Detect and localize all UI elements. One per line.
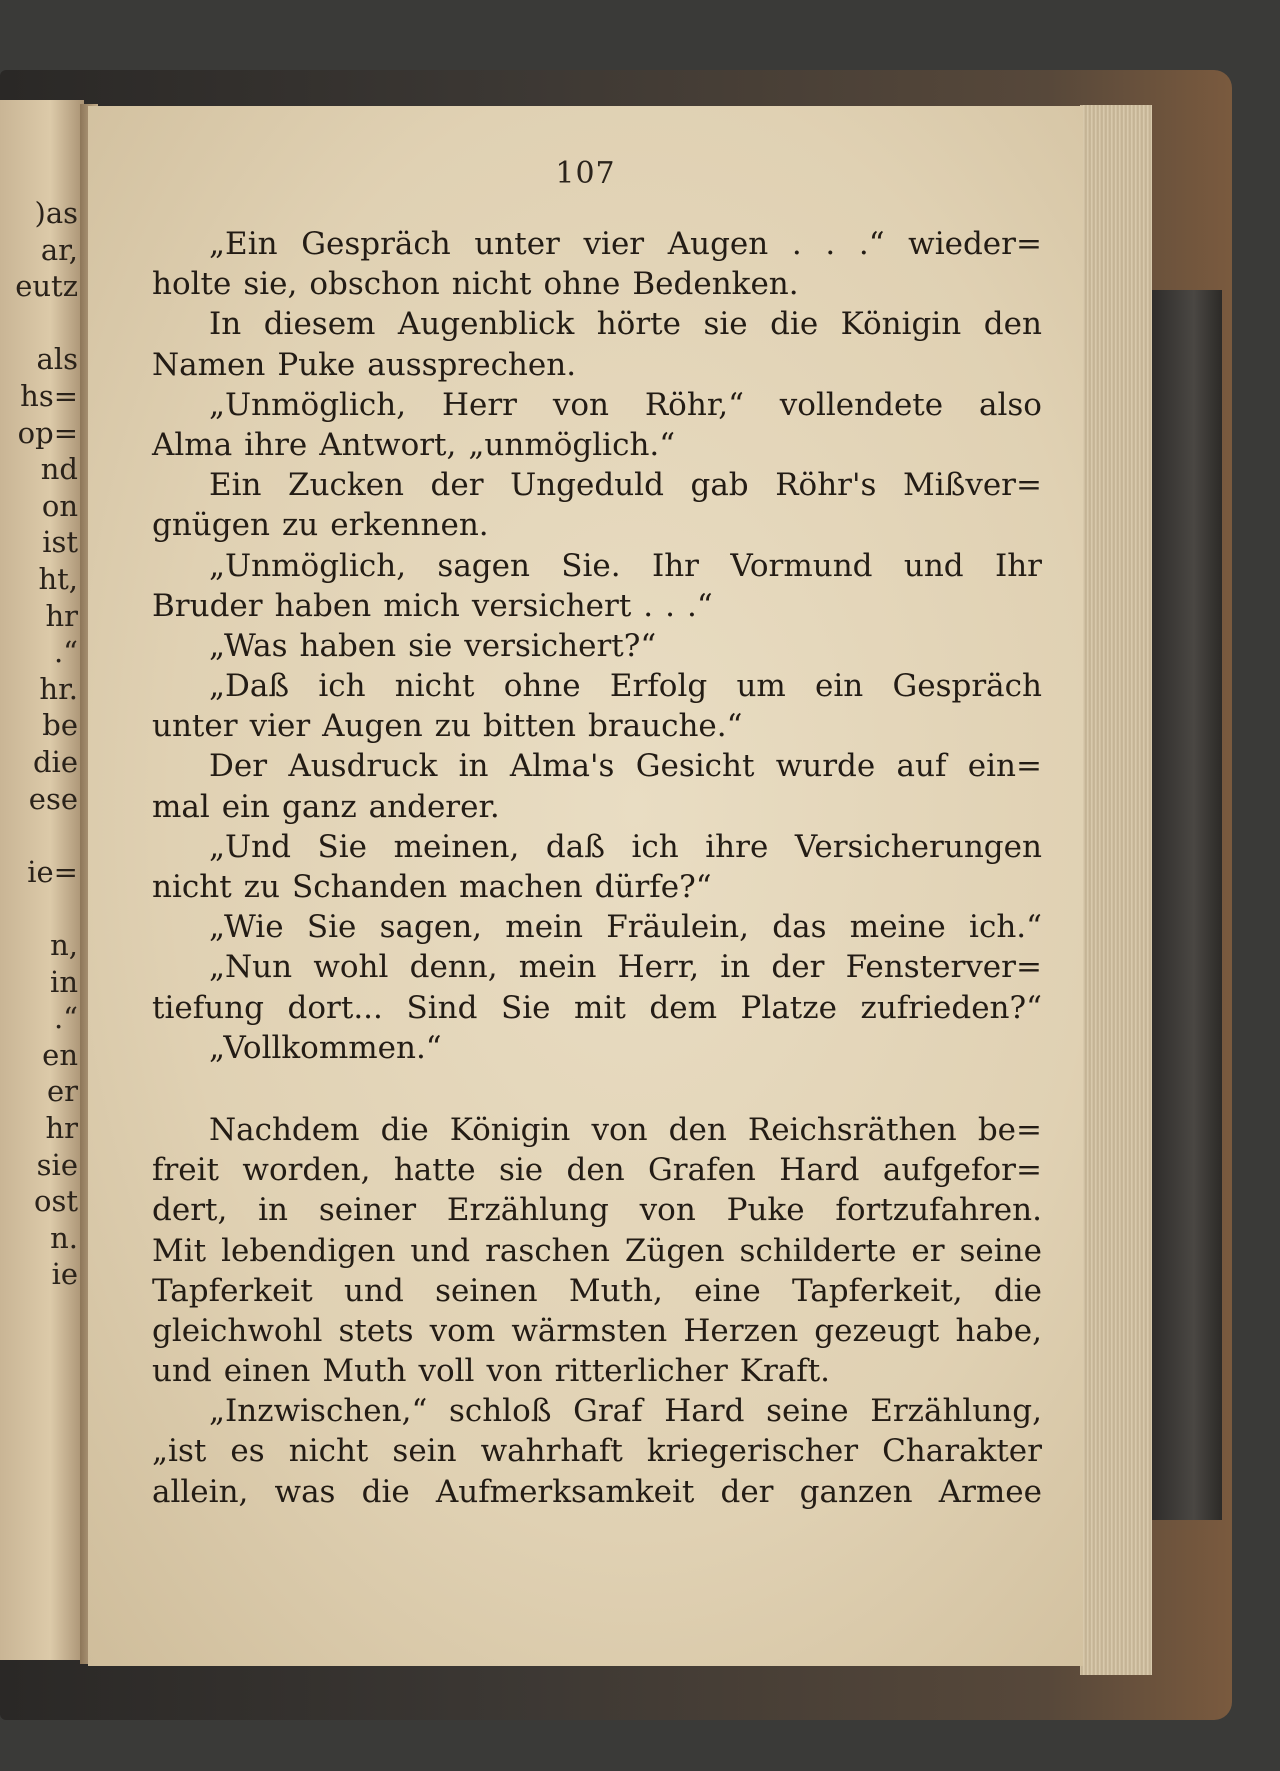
word: sein — [392, 1433, 457, 1470]
word: der — [771, 949, 825, 986]
word: ein= — [967, 748, 1042, 785]
page-number: 107 — [555, 156, 616, 191]
word: in — [720, 949, 751, 986]
word: sagen, — [379, 909, 483, 946]
text-line — [152, 546, 1042, 586]
word: hörte — [596, 306, 681, 343]
text-line — [152, 586, 1042, 626]
word: die — [380, 1111, 429, 1148]
word: Alma's — [509, 748, 615, 785]
word: wieder= — [908, 226, 1042, 262]
word: schloß — [448, 1393, 552, 1430]
text-line — [152, 1271, 1042, 1311]
word: mich — [383, 587, 460, 624]
word: dert, — [152, 1192, 228, 1229]
word: vollendete — [779, 386, 944, 423]
word: worden, — [242, 1152, 371, 1189]
word: allein, — [152, 1473, 249, 1510]
text-line — [152, 1351, 1042, 1391]
left-page-fragment: n. — [50, 1220, 78, 1255]
word: Röhr's — [775, 467, 877, 504]
word: Antwort, — [319, 426, 457, 463]
word: Puke — [726, 1192, 805, 1229]
word: „Vollkommen.“ — [209, 1029, 442, 1066]
word: Sie — [317, 828, 368, 865]
word: schilderte — [739, 1232, 897, 1269]
word: Königin — [449, 1111, 571, 1148]
word: Charakter — [882, 1433, 1042, 1470]
word: Herzen — [683, 1312, 799, 1349]
word: ohne — [503, 668, 581, 705]
word: ich — [631, 828, 679, 865]
word: was — [274, 1473, 336, 1510]
text-line — [152, 1472, 1042, 1512]
word: „Ein — [209, 226, 278, 262]
word: „unmöglich.“ — [468, 426, 676, 463]
word: Bedenken. — [632, 266, 799, 303]
word: vier — [249, 708, 311, 745]
word: dürfe?“ — [594, 869, 712, 905]
word: Augen — [322, 708, 423, 745]
word: voll — [418, 1353, 475, 1390]
word: ein — [221, 788, 271, 825]
word: zu — [243, 869, 280, 905]
word: ganz — [282, 788, 357, 825]
word: Puke — [277, 346, 356, 383]
word: Nachdem — [209, 1111, 360, 1148]
text-line — [152, 345, 1042, 385]
text-line — [152, 224, 1042, 264]
text-line — [152, 626, 1042, 666]
word: . — [643, 587, 654, 624]
left-page-fragment: in — [50, 964, 78, 999]
word: er — [911, 1232, 945, 1269]
word: Reichsräthen — [747, 1111, 957, 1148]
cover-spine-edge — [1152, 290, 1222, 1520]
word: Gespräch — [892, 668, 1042, 705]
word: Ausdruck — [288, 748, 438, 785]
word: Sie — [500, 989, 551, 1026]
word: lebendigen — [221, 1232, 396, 1269]
word: ihre — [705, 828, 769, 865]
word: „Unmöglich, — [209, 547, 407, 584]
word: denn, — [409, 949, 498, 986]
word: seine — [959, 1232, 1042, 1269]
word: zufrieden?“ — [860, 989, 1042, 1026]
word: also — [978, 386, 1042, 423]
word: „Daß — [209, 668, 290, 705]
word: Graf — [573, 1393, 643, 1430]
text-line — [152, 988, 1042, 1028]
word: wahrhaft — [480, 1433, 623, 1470]
word: ein — [815, 668, 864, 705]
word: Muth, — [568, 1272, 663, 1309]
word: nicht — [451, 266, 532, 303]
left-page-fragment: die — [32, 745, 78, 779]
left-page-fragment: hs= — [20, 379, 78, 413]
word: „ist — [152, 1433, 207, 1470]
text-line — [152, 1150, 1042, 1190]
word: ich.“ — [969, 909, 1042, 946]
word: die — [361, 1473, 410, 1510]
word: Ein — [209, 467, 262, 504]
word: sie — [703, 306, 748, 343]
text-line — [152, 1190, 1042, 1230]
body-text — [152, 224, 1042, 1512]
text-line — [152, 1028, 1042, 1068]
word: tiefung — [152, 989, 264, 1026]
text-line — [152, 264, 1042, 304]
word: Sie — [306, 909, 357, 946]
word: Mißver= — [902, 467, 1042, 504]
text-line — [152, 907, 1042, 947]
word: und — [152, 1353, 212, 1390]
text-line — [152, 304, 1042, 344]
word: „Nun — [209, 949, 293, 986]
word: mal — [152, 788, 210, 825]
text-line — [152, 425, 1042, 465]
word: Augen — [667, 226, 769, 262]
word: „Was — [209, 627, 288, 664]
text-line — [152, 385, 1042, 425]
word: um — [736, 668, 786, 705]
word: der — [430, 467, 484, 504]
word: von — [552, 386, 609, 423]
word: „Unmöglich, — [209, 386, 407, 423]
text-line — [152, 1231, 1042, 1271]
word: Armee — [938, 1473, 1042, 1510]
word: . — [665, 587, 675, 624]
left-page-fragment: als — [36, 342, 78, 377]
word: gleichwohl — [152, 1312, 323, 1349]
word: Vormund — [730, 547, 873, 584]
word: Versicherungen — [794, 828, 1042, 865]
left-page-fragment: ie= — [27, 854, 78, 889]
word: obschon — [309, 266, 440, 303]
word: Der — [209, 748, 268, 785]
left-page-fragment: op= — [17, 415, 78, 450]
right-page — [88, 106, 1083, 1666]
word: machen — [459, 869, 583, 905]
left-page-fragment: nd — [40, 452, 78, 487]
word: Gesicht — [635, 748, 755, 785]
word: ihre — [244, 426, 308, 463]
word: „Inzwischen,“ — [209, 1393, 428, 1430]
word: ich — [318, 668, 366, 705]
word: .“ — [858, 226, 885, 262]
word: vier — [583, 226, 645, 262]
left-page-fragment: hr. — [39, 671, 78, 706]
word: von — [591, 1111, 648, 1148]
word: . — [791, 226, 802, 262]
word: in — [458, 748, 489, 785]
word: haben — [274, 587, 372, 624]
word: holte — [152, 266, 232, 303]
left-page-fragment: er — [46, 1074, 78, 1109]
word: die — [993, 1272, 1042, 1309]
word: fortzufahren. — [835, 1192, 1042, 1229]
text-line — [152, 787, 1042, 827]
word: aufgefor= — [882, 1152, 1042, 1189]
word: Erzählung, — [870, 1393, 1042, 1430]
word: versichert?“ — [464, 627, 657, 664]
word: Ungeduld — [510, 467, 664, 504]
text-line — [152, 505, 1042, 545]
word: wurde — [775, 748, 876, 785]
word: diesem — [263, 306, 376, 343]
text-line — [152, 666, 1042, 706]
word: das — [772, 909, 827, 946]
text-line — [152, 827, 1042, 867]
text-line — [152, 1431, 1042, 1471]
text-line — [152, 1311, 1042, 1351]
word: mein — [505, 909, 583, 946]
word: Ihr — [651, 547, 699, 584]
word: dem — [649, 989, 717, 1026]
word: nicht — [152, 869, 232, 905]
word: meine — [849, 909, 946, 946]
word: Erfolg — [609, 668, 708, 705]
word: den — [668, 1111, 727, 1148]
word: „Wie — [209, 909, 284, 946]
word: Gespräch — [301, 226, 451, 262]
word: Tapferkeit, — [791, 1272, 963, 1309]
text-line — [152, 867, 1042, 907]
word: Fräulein, — [606, 909, 749, 946]
left-page-fragment: n, — [50, 928, 78, 962]
word: gab — [690, 467, 749, 504]
word: „Und — [209, 828, 291, 865]
left-page-fragment: .“ — [53, 635, 78, 670]
word: Zügen — [624, 1232, 725, 1269]
word: von — [486, 1353, 543, 1390]
word: ritterlicher — [554, 1353, 728, 1390]
word: und — [903, 547, 964, 584]
word: Königin — [840, 306, 962, 343]
word: Sind — [406, 989, 478, 1026]
word: die — [770, 306, 819, 343]
word: ganzen — [799, 1473, 913, 1510]
word: Aufmerksamkeit — [435, 1473, 695, 1510]
left-page-fragment: ese — [28, 781, 78, 816]
text-line — [152, 1391, 1042, 1431]
word: seine — [766, 1393, 849, 1430]
left-page-fragment: .“ — [53, 1001, 78, 1036]
word: dort... — [287, 989, 383, 1026]
word: Ihr — [994, 547, 1042, 584]
text-line — [152, 1110, 1042, 1150]
word: sie — [408, 627, 453, 664]
word: gezeugt — [814, 1312, 940, 1349]
word: versichert — [471, 587, 632, 624]
left-page-fragment: ie — [51, 1257, 78, 1292]
word: sagen — [437, 547, 530, 584]
word: der — [720, 1473, 774, 1510]
left-page-fragment: on — [41, 488, 78, 523]
word: Herr — [441, 386, 517, 423]
text-line — [152, 706, 1042, 746]
left-page-fragment: en — [42, 1037, 78, 1072]
left-page-fragment: ar, — [40, 232, 78, 267]
word: Röhr,“ — [644, 386, 744, 423]
left-page-fragment: hr — [45, 598, 78, 633]
word: Grafen — [648, 1152, 756, 1189]
left-page-fragment: ist — [42, 525, 78, 560]
left-page-fragment: be — [42, 708, 78, 743]
word: Schanden — [291, 869, 448, 905]
word: anderer. — [368, 788, 500, 825]
word: freit — [152, 1152, 220, 1189]
page-block-edge — [1080, 105, 1152, 1675]
word: Platze — [740, 989, 837, 1026]
word: habe, — [955, 1312, 1042, 1349]
word: unter — [152, 708, 238, 745]
word: Hard — [664, 1393, 745, 1430]
word: zu — [434, 708, 471, 745]
left-page-fragment: hr — [45, 1111, 78, 1145]
word: Mit — [152, 1232, 207, 1269]
word: mit — [574, 989, 626, 1026]
word: in — [258, 1192, 289, 1229]
word: unter — [474, 226, 560, 262]
left-page-fragment: ht, — [38, 562, 78, 596]
word: brauche.“ — [587, 708, 743, 745]
word: Tapferkeit — [152, 1272, 313, 1309]
word: den — [566, 1152, 625, 1189]
left-page-fragment: ost — [34, 1184, 78, 1219]
word: Zucken — [288, 467, 405, 504]
word: Erzählung — [446, 1192, 609, 1229]
word: be= — [977, 1111, 1042, 1148]
word: Alma — [152, 426, 233, 463]
word: Augenblick — [397, 306, 575, 343]
word: ohne — [543, 266, 621, 303]
word: von — [639, 1192, 696, 1229]
word: bitten — [482, 708, 576, 745]
word: Sie. — [561, 547, 621, 584]
word: Hard — [779, 1152, 860, 1189]
word: sie, — [243, 266, 298, 303]
word: auf — [896, 748, 947, 785]
word: und — [410, 1232, 471, 1269]
word: daß — [545, 828, 605, 865]
word: mein — [518, 949, 597, 986]
word: eine — [694, 1272, 761, 1309]
word: zu — [281, 507, 319, 544]
word: raschen — [485, 1232, 610, 1269]
word: und — [344, 1272, 404, 1309]
word: .“ — [687, 587, 713, 624]
word: haben — [299, 627, 397, 664]
word: Namen — [152, 346, 266, 383]
word: nicht — [394, 668, 475, 705]
word: meinen, — [393, 828, 520, 865]
text-line — [152, 465, 1042, 505]
word: Bruder — [152, 587, 263, 624]
text-line — [152, 746, 1042, 786]
word: es — [230, 1433, 265, 1470]
word: hatte — [393, 1152, 476, 1189]
word: Herr, — [617, 949, 700, 986]
left-facing-page — [0, 100, 84, 1660]
word: vom — [429, 1312, 496, 1349]
word: . — [825, 226, 836, 262]
word: seinen — [435, 1272, 538, 1309]
word: Kraft. — [739, 1353, 831, 1390]
word: stets — [338, 1312, 414, 1349]
left-page-fragment: eutz — [15, 269, 78, 304]
word: einen — [223, 1353, 311, 1390]
left-page-fragment: sie — [36, 1147, 78, 1182]
word: nicht — [288, 1433, 369, 1470]
word: gnügen — [152, 507, 270, 544]
word: wohl — [313, 949, 389, 986]
word: den — [983, 306, 1042, 343]
word: aussprechen. — [367, 346, 577, 383]
word: kriegerischer — [646, 1433, 859, 1470]
word: Fensterver= — [845, 949, 1042, 986]
left-page-fragment: )as — [34, 196, 78, 230]
word: erkennen. — [330, 507, 489, 544]
word: Muth — [322, 1353, 407, 1390]
word: seiner — [318, 1192, 417, 1229]
word: In — [209, 306, 242, 343]
word: wärmsten — [511, 1312, 668, 1349]
word: sie — [498, 1152, 544, 1189]
text-line — [152, 947, 1042, 987]
